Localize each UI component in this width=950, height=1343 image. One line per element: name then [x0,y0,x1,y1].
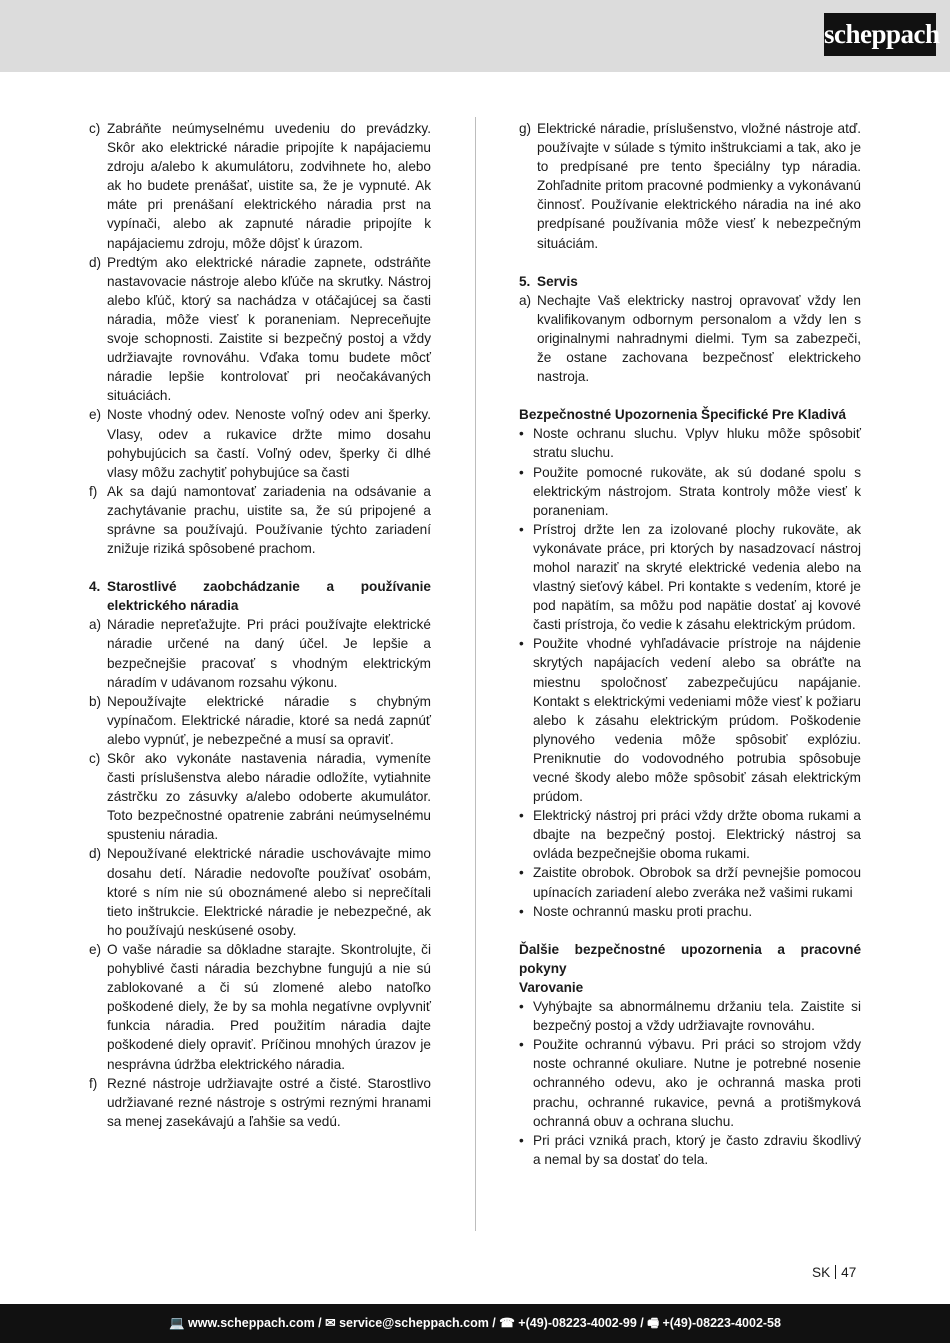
list-item: a) Náradie nepreťažujte. Pri práci používajte elektrické náradie určené na daný účel. Je lepšie a bezpečnejšie pracovať s vhodným elektrickým náradím v udávanom rozsahu výkonu. [89,617,431,690]
section-heading: 5. Servis [519,273,578,289]
section-heading: 4. Starostlivé zaobchádzanie a používanie elektrického náradia [89,579,431,614]
section-heading: Ďalšie bezpečnostné upozornenia a pracovné pokyny [519,941,861,976]
bullet-item: • Noste ochrannú masku proti prachu. [519,903,753,919]
bullet-item: • Elektrický nástroj pri práci vždy držte oboma rukami a dbajte na bezpečný postoj. Elektrický nástroj sa ovláda bezpečnejšie oboma rukami. [519,808,861,862]
page-number: SK 47 [812,1265,857,1280]
list-item: e) O vaše náradie sa dôkladne starajte. Skontrolujte, či pohyblivé časti náradia bezchybne fungujú a nie sú zablokované a či sú zlomené alebo natoľko poškodené diely, že by sa mohla negatívne ovplyvniť funkcia náradia. Pred použitím náradia dajte poškodené diely opraviť. Príčinou mnohých úrazov je nesprávna údržba elektrického náradia. [89,941,431,1072]
header-bar [0,0,950,72]
bullet-item: • Noste ochranu sluchu. Vplyv hluku môže spôsobiť stratu sluchu. [519,426,861,461]
bullet-item: • Použite vhodné vyhľadávacie prístroje na nájdenie skrytých napájacích vedení alebo sa obráťte na miestnu spoločnosť zabezpečujúcu napájanie. Kontakt s elektrickými vedeniami môže viesť k požiaru alebo k zásahu elektrickým prúdom. Poškodenie plynového vedenia môže spôsobiť explóziu. Preniknutie do vodovodného potrubia spôsobuje vecné škody alebo môže spôsobiť zásah elektrickým prúdom. [519,636,861,805]
list-item: c) Zabráňte neúmyselnému uvedeniu do prevádzky. Skôr ako elektrické náradie pripojíte k napájaciemu zdroju a/alebo k akumulátoru, zodvihnete ho, alebo ak ho budete prenášať, uistite sa, že je vypnuté. Ak máte pri prenášaní elektrického náradia prst na vypínači, alebo ak zapnuté náradie pripojíte k napájaciemu zdroju, môže dôjsť k úrazom. [89,121,431,251]
list-item: c) Skôr ako vykonáte nastavenia náradia, vymeníte časti príslušenstva alebo náradie odložíte, vytiahnite zástrčku zo zásuvky a/alebo odoberte akumulátor. Toto bezpečnostné opatrenie zabráni neúmyselnému spusteniu náradia. [89,751,431,843]
list-item: a) Nechajte Vaš elektricky nastroj opravovať vždy len kvalifikovanym odbornym personalom a vždy len s originalnymi nahradnymi dielmi. Tym sa zabezpeči, že ostane zachovana bezpečnosť elektrickeho nastroja. [519,292,861,385]
warning-heading: Varovanie [519,979,584,995]
bullet-item: • Použite pomocné rukoväte, ak sú dodané spolu s elektrickým nástrojom. Strata kontroly môže viesť k poraneniam. [519,464,861,518]
bullet-item: • Použite ochrannú výbavu. Pri práci so strojom vždy noste ochranné okuliare. Nutne je potrebné nosenie ochranného odevu, ako je ochranná maska proti prachu, ochranné rukavice, pevná a protišmyková ochranná obuv a ochrana sluchu. [519,1037,861,1129]
footer-contact-bar: 💻 www.scheppach.com / ✉ service@scheppach.com / ☎ +(49)-08223-4002-99 / 🖷 +(49)-08223-4002-58 [0,1304,950,1343]
bullet-item: • Pri práci vzniká prach, ktorý je často zdraviu škodlivý a nemal by sa dostať do tela. [519,1132,861,1167]
bullet-item: • Zaistite obrobok. Obrobok sa drží pevnejšie pomocou upínacích zariadení alebo zveráka než vašimi rukami [519,865,861,900]
list-item: d) Nepoužívané elektrické náradie uschovávajte mimo dosahu detí. Náradie nedovoľte používať osobám, ktoré s ním nie sú oboznámené alebo si neprečítali tieto inštrukcie. Elektrické náradie je nebezpečné, ak ho používajú neskúsené osoby. [89,846,431,938]
scheppach-logo: scheppach [824,13,936,56]
list-item: f) Rezné nástroje udržiavajte ostré a čisté. Starostlivo udržiavané rezné nástroje s ostrými reznými hranami sa menej zasekávajú a ľahšie sa vedú. [89,1075,431,1129]
list-item: g) Elektrické náradie, príslušenstvo, vložné nástroje atď. používajte v súlade s týmito inštrukciami a tak, ako je to predpísané pre tento špeciálny typ náradia. Zohľadnite pritom pracovné podmienky a vykonávanú činnosť. Používanie elektrického náradia na iné ako predpísané používania môže viesť k nebezpečným situáciám. [519,121,861,251]
right-column [519,119,861,1169]
list-item: e) Noste vhodný odev. Nenoste voľný odev ani šperky. Vlasy, odev a rukavice držte mimo dosahu pohybujúcich sa častí. Voľný odev, šperky či dlhé vlasy môžu zachytiť pohybujúce sa časti [89,407,431,480]
left-column [89,119,431,1131]
bullet-item: • Vyhýbajte sa abnormálnemu držaniu tela. Zaistite si bezpečný postoj a vždy udržiavajte rovnováhu. [519,999,861,1034]
list-item: d) Predtým ako elektrické náradie zapnete, odstráňte nastavovacie nástroje alebo kľúče na skrutky. Nástroj alebo kľúč, ktorý sa nachádza v otáčajúcej sa časti náradia, môže viesť k poraneniam. Nepreceňujte svoje schopnosti. Zaistite si bezpečný postoj a vždy udržiavajte rovnováhu. Vďaka tomu budete môcť náradie lepšie kontrolovať pri neočakávaných situáciách. [89,254,431,404]
bullet-item: • Prístroj držte len za izolované plochy rukoväte, ak vykonávate práce, pri ktorých by nasadzovací nástroj mohol naraziť na skryté elektrické vedenia alebo na vlastný sieťový kábel. Pri kontakte s vedením, ktoré je pod napätím, sa môžu pod napätie dostať aj kovové časti prístroja, čo vedie k zásahu elektrickým prúdom. [519,521,861,633]
list-item: f) Ak sa dajú namontovať zariadenia na odsávanie a zachytávanie prachu, uistite sa, že sú pripojené a správne sa používajú. Používanie týchto zariadení znižuje riziká spôsobené prachom. [89,483,431,557]
list-item: b) Nepoužívajte elektrické náradie s chybným vypínačom. Elektrické náradie, ktoré sa nedá zapnúť alebo vypnúť, je nebezpečné a musí sa opraviť. [89,693,431,747]
column-divider [475,117,476,1231]
section-heading: Bezpečnostné Upozornenia Špecifické Pre Kladivá [519,407,847,423]
